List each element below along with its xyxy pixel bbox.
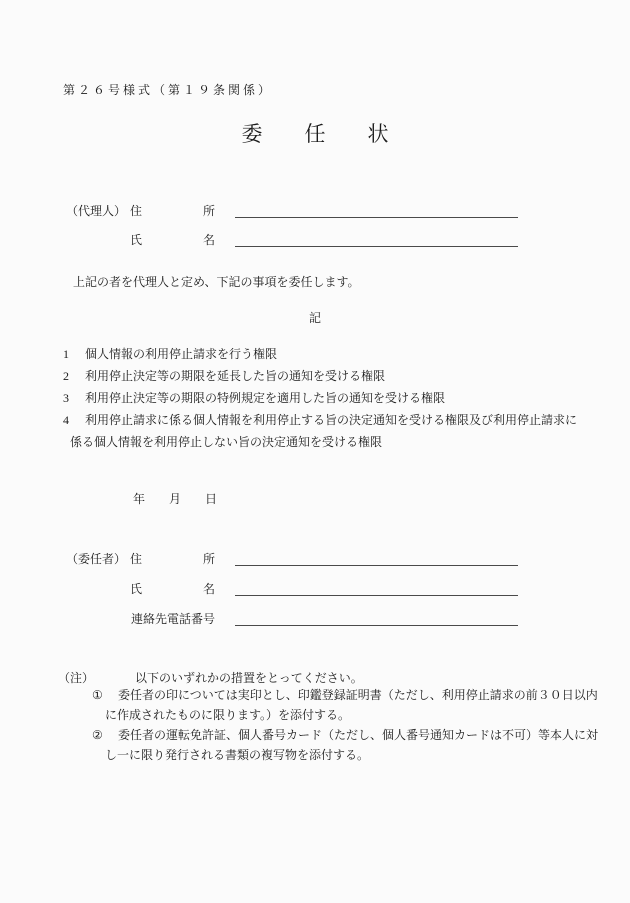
document-title: 委 任 状	[241, 122, 389, 146]
agent-address-label	[130, 204, 215, 218]
note-item-2-number: ②	[92, 728, 103, 742]
principal-phone-label: 連絡先電話番号	[131, 612, 216, 626]
agent-name-label-char2: 名	[202, 233, 215, 247]
principal-phone-field-line	[235, 625, 518, 626]
date-line: 年 月 日	[133, 492, 218, 506]
agent-address-label-char1: 住	[130, 204, 143, 218]
list-item-1-text: 個人情報の利用停止請求を行う権限	[85, 347, 278, 361]
list-item-1-number: 1	[63, 347, 69, 361]
agent-name-label-char1: 氏	[130, 233, 143, 247]
list-item-3	[63, 391, 445, 405]
list-item-4	[63, 413, 577, 427]
list-item-2-number: 2	[63, 369, 69, 383]
record-heading: 記	[308, 311, 321, 325]
agent-address-field-line	[235, 217, 518, 218]
note-item-1-number: ①	[92, 688, 103, 702]
agent-address-label-char2: 所	[202, 204, 215, 218]
principal-name-field-line	[235, 595, 518, 596]
list-item-4-text-line1: 利用停止請求に係る個人情報を利用停止する旨の決定通知を受ける権限及び利用停止請求に	[85, 413, 578, 427]
note-label: （注）	[58, 671, 95, 685]
principal-name-label-char1: 氏	[130, 582, 143, 596]
list-item-4-number: 4	[63, 413, 69, 427]
principal-address-label	[130, 552, 215, 566]
principal-address-label-char1: 住	[130, 552, 143, 566]
note-item-1-line1: 委任者の印については実印とし、印鑑登録証明書（ただし、利用停止請求の前３０日以内	[118, 688, 598, 702]
declaration-text: 上記の者を代理人と定め、下記の事項を委任します。	[73, 275, 360, 289]
list-item-1	[63, 347, 277, 361]
agent-name-label	[130, 233, 215, 247]
agent-name-field-line	[235, 246, 518, 247]
principal-name-label-char2: 名	[202, 582, 215, 596]
note-item-1	[92, 688, 598, 702]
principal-name-label	[130, 582, 215, 596]
form-number: 第２６号様式（第１９条関係）	[63, 83, 274, 97]
note-intro: 以下のいずれかの措置をとってください。	[135, 671, 363, 685]
list-item-2-text: 利用停止決定等の期限を延長した旨の通知を受ける権限	[85, 369, 386, 383]
note-item-2	[92, 728, 598, 742]
list-item-2	[63, 369, 385, 383]
list-item-3-text: 利用停止決定等の期限の特例規定を適用した旨の通知を受ける権限	[85, 391, 446, 405]
principal-label: （委任者）	[66, 552, 127, 566]
note-item-2-line1: 委任者の運転免許証、個人番号カード（ただし、個人番号通知カードは不可）等本人に対	[118, 728, 599, 742]
note-item-1-line2: に作成されたものに限ります。）を添付する。	[105, 708, 351, 722]
agent-label: （代理人）	[66, 204, 127, 218]
list-item-3-number: 3	[63, 391, 69, 405]
note-item-2-line2: し一に限り発行される書類の複写物を添付する。	[105, 748, 370, 762]
principal-address-label-char2: 所	[202, 552, 215, 566]
principal-address-field-line	[235, 565, 518, 566]
list-item-4-text-line2: 係る個人情報を利用停止しない旨の決定通知を受ける権限	[70, 435, 383, 449]
